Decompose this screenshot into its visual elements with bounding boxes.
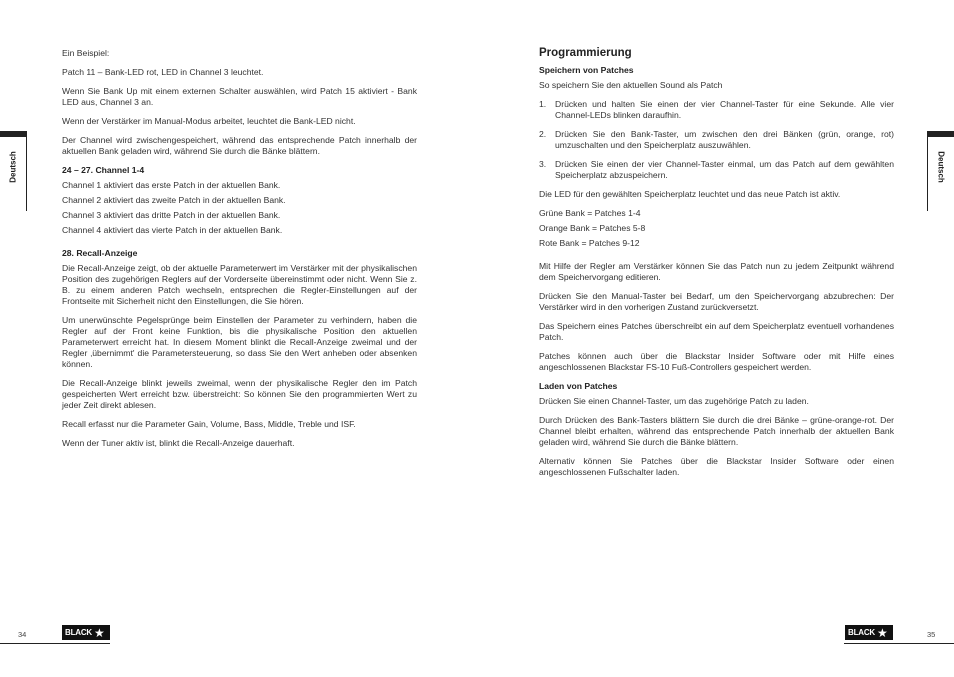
paragraph: Die LED für den gewählten Speicherplatz leuchtet und das neue Patch ist aktiv. bbox=[539, 189, 841, 199]
section-heading: Speichern von Patches bbox=[539, 65, 634, 75]
paragraph: Channel 4 aktiviert das vierte Patch in der aktuellen Bank. bbox=[62, 225, 283, 235]
list-item: 3. Drücken Sie einen der vier Channel-Taster einmal, um das Patch auf dem gewählten Speicherplatz abzuspeichern. bbox=[539, 159, 894, 180]
star-icon: ★ bbox=[877, 625, 888, 640]
language-tab-label: Deutsch bbox=[8, 151, 18, 183]
paragraph: Der Channel wird zwischengespeichert, während das entsprechende Patch innerhalb der aktuellen Bank geladen wird, während Sie durch die Bänke blättern. bbox=[62, 135, 417, 156]
footer-rule bbox=[844, 643, 954, 644]
list-item: 1. Drücken und halten Sie einen der vier Channel-Taster für eine Sekunde. Alle vier Channel-LEDs blinken daraufhin. bbox=[539, 99, 894, 120]
right-column bbox=[539, 48, 894, 486]
paragraph: Wenn der Tuner aktiv ist, blinkt die Recall-Anzeige dauerhaft. bbox=[62, 438, 295, 448]
paragraph: Wenn der Verstärker im Manual-Modus arbeitet, leuchtet die Bank-LED nicht. bbox=[62, 116, 356, 126]
paragraph: Das Speichern eines Patches überschreibt ein auf dem Speicherplatz eventuell vorhandenes Patch. bbox=[539, 321, 894, 342]
paragraph: Die Recall-Anzeige blinkt jeweils zweimal, wenn der physikalische Regler den im Patch gespeicherten Wert erreicht bzw. überstreicht: So können Sie den programmierten Wert zu jeder Zeit direkt ablesen. bbox=[62, 378, 417, 410]
paragraph: So speichern Sie den aktuellen Sound als Patch bbox=[539, 80, 723, 90]
footer-rule bbox=[0, 643, 110, 644]
page-number-right: 35 bbox=[927, 630, 936, 639]
page-number-left: 34 bbox=[18, 630, 27, 639]
language-tab-right bbox=[927, 131, 954, 211]
paragraph: Grüne Bank = Patches 1-4 bbox=[539, 208, 641, 218]
paragraph: Rote Bank = Patches 9-12 bbox=[539, 238, 640, 248]
paragraph: Durch Drücken des Bank-Tasters blättern Sie durch die drei Bänke – grüne-orange-rot. Der Channel bleibt erhalten, während das entsprechende Patch innerhalb der aktuellen Bank geladen wird, während Sie durch die Bänke blättern. bbox=[539, 415, 894, 447]
paragraph: Recall erfasst nur die Parameter Gain, Volume, Bass, Middle, Treble und ISF. bbox=[62, 419, 356, 429]
paragraph: Wenn Sie Bank Up mit einem externen Schalter auswählen, wird Patch 15 aktiviert - Bank LED aus, Channel 3 an. bbox=[62, 86, 417, 107]
paragraph: Drücken Sie einen Channel-Taster, um das zugehörige Patch zu laden. bbox=[539, 396, 809, 406]
paragraph: Ein Beispiel: bbox=[62, 48, 110, 58]
logo: BLACK ★ bbox=[845, 625, 893, 640]
paragraph: Patches können auch über die Blackstar Insider Software oder mit Hilfe eines angeschlossenen Blackstar FS-10 Fuß-Controllers gespeichert werden. bbox=[539, 351, 894, 372]
language-tab-label: Deutsch bbox=[936, 151, 946, 183]
language-tab-left bbox=[0, 131, 27, 211]
section-heading: 24 – 27. Channel 1-4 bbox=[62, 165, 145, 175]
paragraph: Alternativ können Sie Patches über die Blackstar Insider Software oder einen angeschlossenen Fußschalter laden. bbox=[539, 456, 894, 477]
paragraph: Channel 1 aktiviert das erste Patch in der aktuellen Bank. bbox=[62, 180, 281, 190]
paragraph: Channel 2 aktiviert das zweite Patch in der aktuellen Bank. bbox=[62, 195, 286, 205]
paragraph: Die Recall-Anzeige zeigt, ob der aktuelle Parameterwert im Verstärker mit der physikalischen Position des zugehörigen Reglers auf der Vorderseite übereinstimmt oder nicht. Wenn Sie z. B. zu einem anderen Patch wechseln, entsprechen die Regler-Einstellungen auf der Frontseite mit Sicherheit nicht den Einstellungen, die Sie hören. bbox=[62, 263, 417, 306]
section-heading: 28. Recall-Anzeige bbox=[62, 248, 138, 258]
star-icon: ★ bbox=[94, 625, 105, 640]
paragraph: Orange Bank = Patches 5-8 bbox=[539, 223, 646, 233]
page-title: Programmierung bbox=[539, 47, 632, 59]
left-column bbox=[62, 48, 417, 457]
list-item: 2. Drücken Sie den Bank-Taster, um zwischen den drei Bänken (grün, orange, rot) umzuschalten und den Speicherplatz auszuwählen. bbox=[539, 129, 894, 150]
paragraph: Patch 11 – Bank-LED rot, LED in Channel 3 leuchtet. bbox=[62, 67, 264, 77]
section-heading: Laden von Patches bbox=[539, 381, 618, 391]
paragraph: Channel 3 aktiviert das dritte Patch in der aktuellen Bank. bbox=[62, 210, 281, 220]
paragraph: Drücken Sie den Manual-Taster bei Bedarf, um den Speichervorgang abzubrechen: Der Verstärker wird in den vorherigen Zustand zurückversetzt. bbox=[539, 291, 894, 312]
logo: BLACK ★ bbox=[62, 625, 110, 640]
paragraph: Um unerwünschte Pegelsprünge beim Einstellen der Parameter zu verhindern, haben die Regler auf der Front keine Funktion, bis die physikalische Position den aktuellen Parameterwert erreicht hat. In diesem Moment blinkt die Recall-Anzeige zweimal und der Regler ‚übernimmt' die Parametersteuerung, so dass Sie den Wert anheben oder absenken können. bbox=[62, 315, 417, 369]
paragraph: Mit Hilfe der Regler am Verstärker können Sie das Patch nun zu jedem Zeitpunkt während dem Speichervorgang editieren. bbox=[539, 261, 894, 282]
